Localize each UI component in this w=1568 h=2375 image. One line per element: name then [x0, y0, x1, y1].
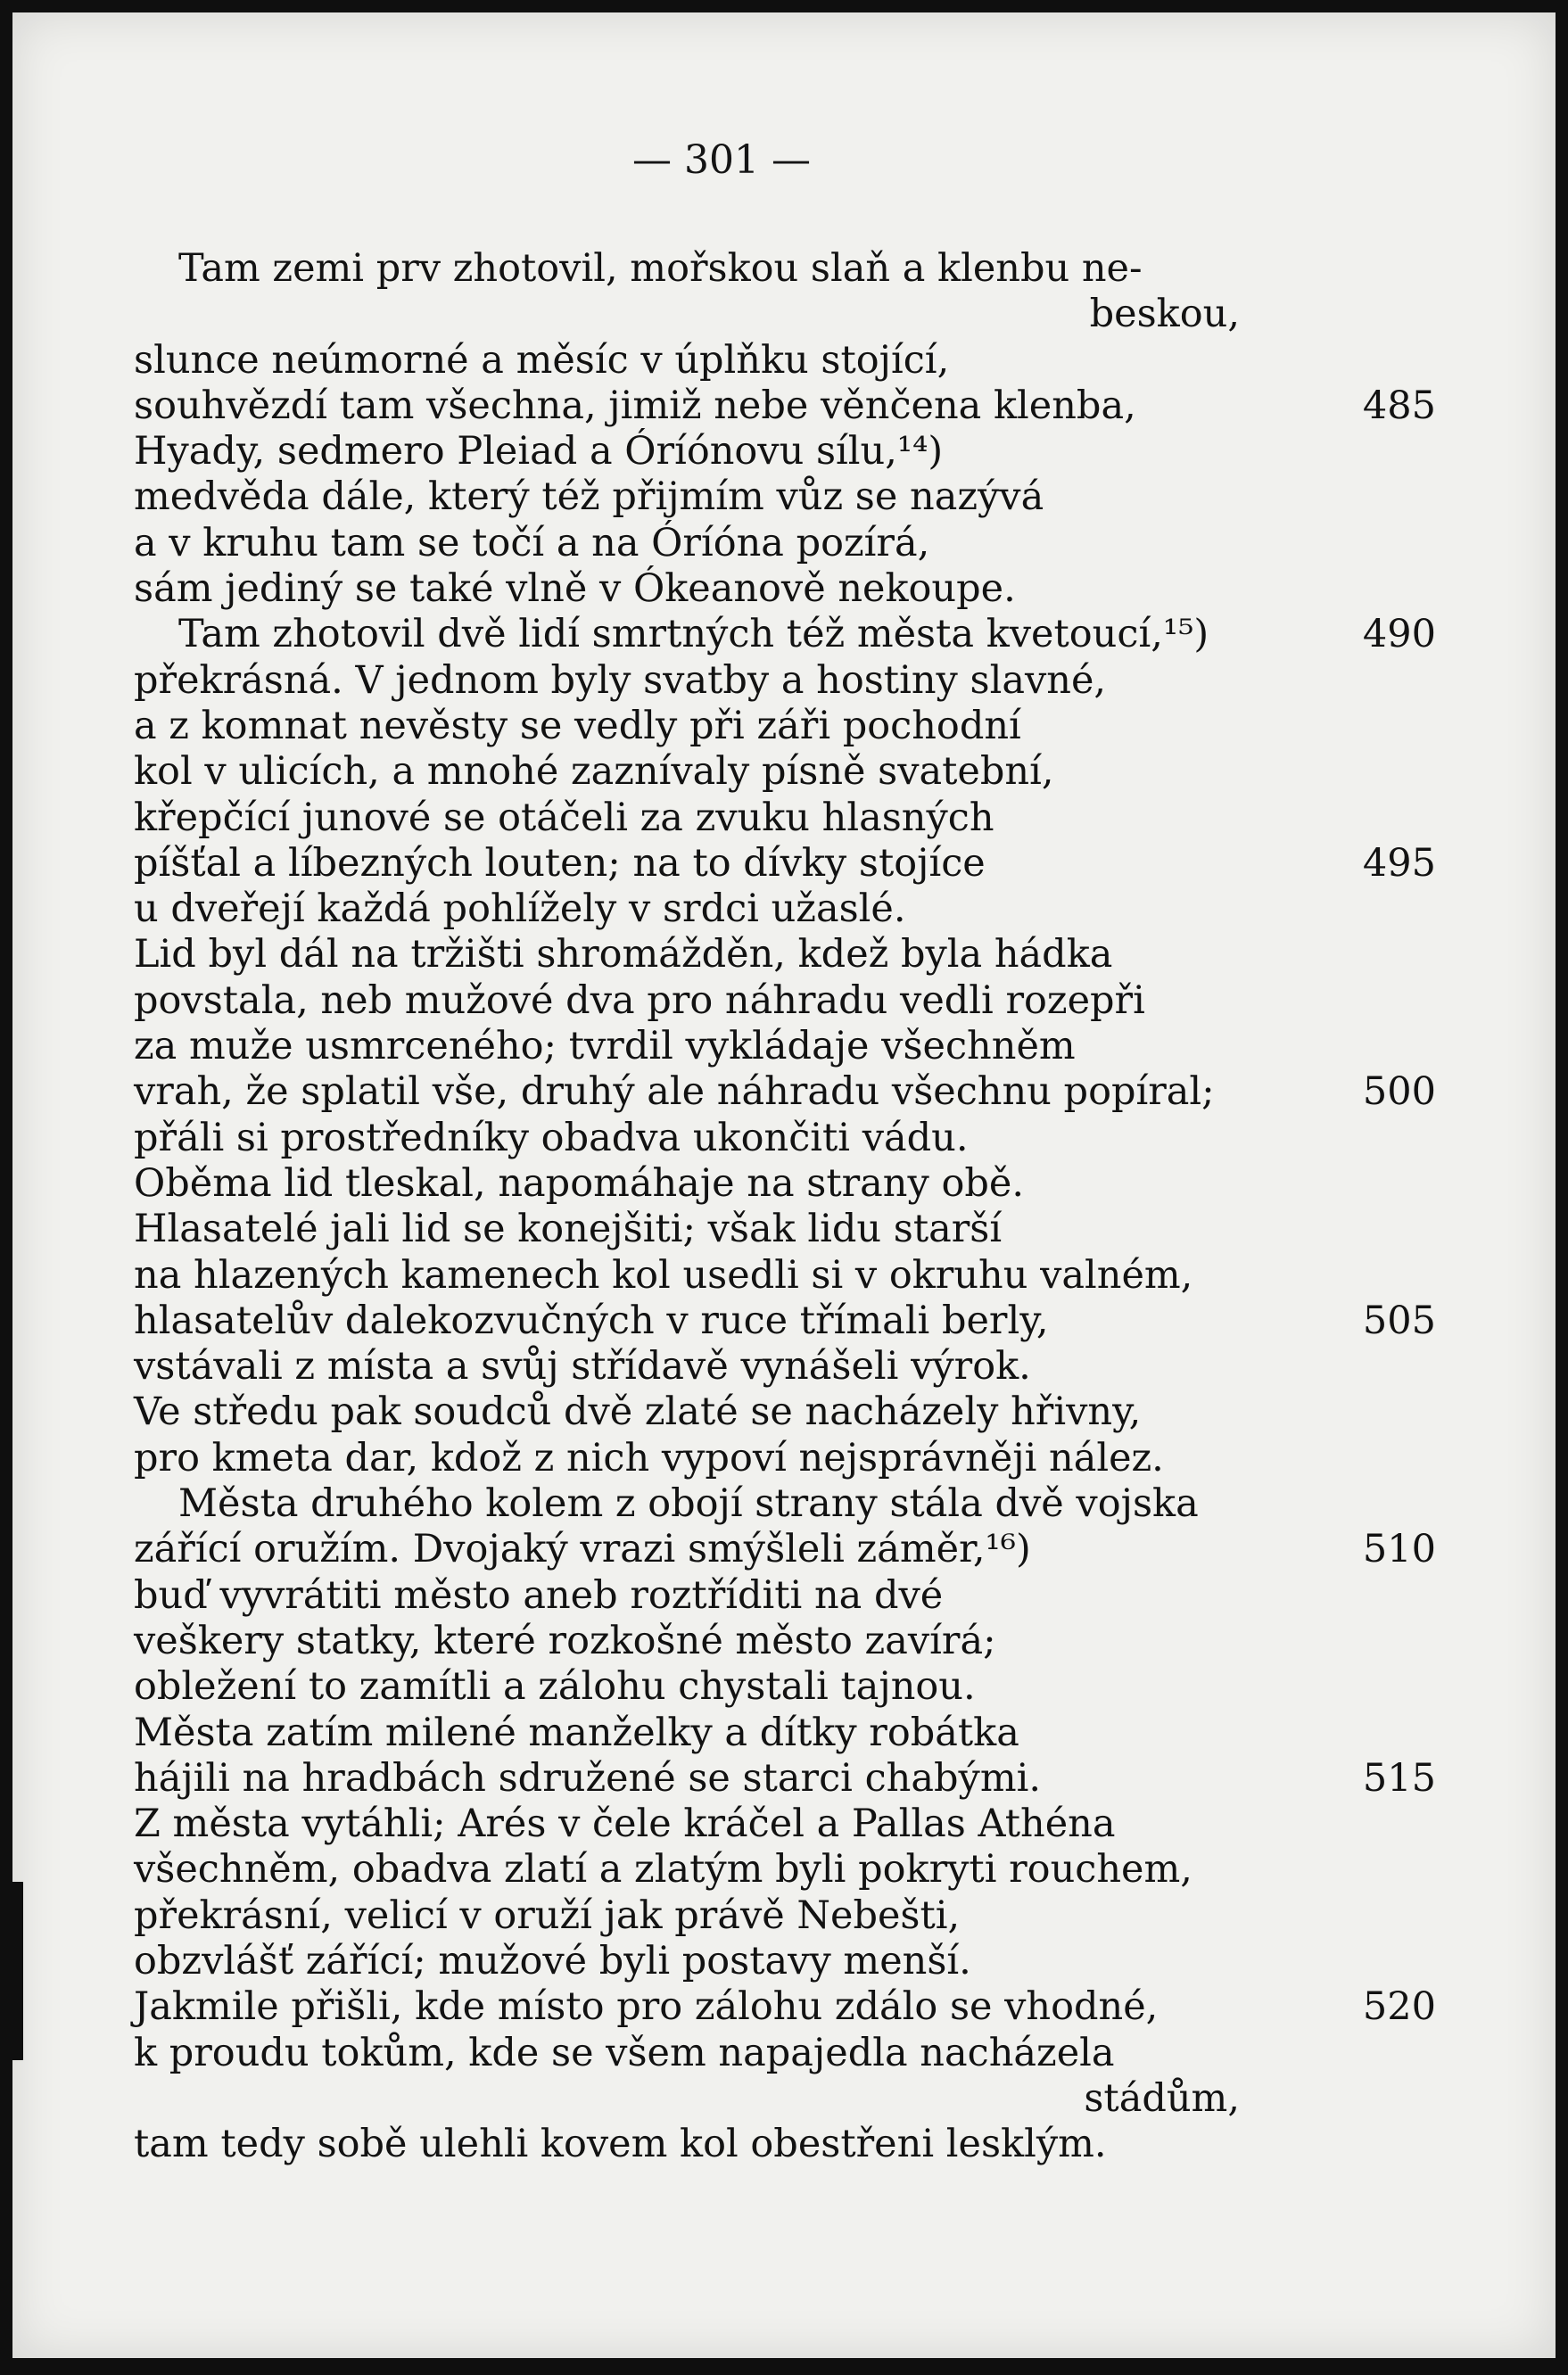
verse-text: povstala, neb mužové dva pro náhradu vedli rozepři: [134, 977, 1145, 1023]
verse-line: [134, 521, 1240, 566]
verse-line: [134, 1711, 1240, 1756]
verse-line: [134, 1161, 1240, 1207]
verse-text: stádům,: [1084, 2075, 1240, 2121]
verse-line: [134, 1939, 1240, 1984]
verse-text: překrásní, velicí v oruží jak právě Nebešti,: [134, 1893, 961, 1938]
verse-text: Oběma lid tleskal, napomáhaje na strany obě.: [134, 1160, 1024, 1206]
verse-text: pro kmeta dar, kdož z nich vypoví nejsprávněji nález.: [134, 1435, 1164, 1480]
verse-block: [134, 246, 1436, 2167]
page-number: — 301 —: [632, 137, 811, 183]
verse-line: [134, 474, 1240, 520]
verse-line: [134, 1390, 1240, 1435]
verse-line: [134, 1253, 1240, 1299]
verse-line: [134, 796, 1240, 841]
verse-line: [134, 246, 1240, 292]
verse-text: Jakmile přišli, kde místo pro zálohu zdálo se vhodné,: [134, 1984, 1159, 2030]
verse-line: [134, 1298, 1436, 1344]
verse-text: Hyady, sedmero Pleiad a Óríónovu sílu,¹⁴): [134, 429, 944, 474]
verse-line: [134, 1573, 1240, 1619]
verse-text: beskou,: [1089, 292, 1240, 337]
verse-text: tam tedy sobě ulehli kovem kol obestřeni lesklým.: [134, 2122, 1107, 2167]
verse-text: veškery statky, které rozkošné město zavírá;: [134, 1618, 996, 1663]
verse-line: [134, 887, 1240, 932]
verse-text: překrásná. V jednom byly svatby a hostiny slavné,: [134, 657, 1107, 703]
verse-text: vstávali z místa a svůj střídavě vynášeli výrok.: [134, 1344, 1031, 1390]
verse-text: všechněm, obadva zlatí a zlatým byli pokryti rouchem,: [134, 1847, 1193, 1893]
verse-text: medvěda dále, který též přijmím vůz se nazývá: [134, 474, 1044, 520]
verse-text: hájili na hradbách sdružené se starci chabými.: [134, 1755, 1042, 1801]
verse-text: píšťal a líbezných louten; na to dívky stojíce: [134, 840, 986, 886]
verse-text: na hlazených kamenech kol usedli si v okruhu valném,: [134, 1252, 1193, 1298]
line-number: 520: [1362, 1984, 1436, 2030]
scan-edge-mark: [0, 1882, 23, 2060]
verse-line: [134, 2122, 1240, 2167]
line-number: 500: [1362, 1069, 1436, 1115]
verse-text: Z města vytáhli; Arés v čele kráčel a Pallas Athéna: [134, 1802, 1116, 1847]
verse-line: [134, 932, 1240, 977]
verse-line: [134, 1619, 1240, 1664]
verse-text: a v kruhu tam se točí a na Óríóna pozírá,: [134, 520, 930, 565]
verse-text: Ve středu pak soudců dvě zlaté se nacházely hřivny,: [134, 1390, 1142, 1435]
verse-line: [134, 2031, 1240, 2076]
verse-line: [134, 429, 1240, 474]
verse-line: [134, 1802, 1240, 1847]
verse-line: [134, 1984, 1436, 2030]
verse-line: [134, 1481, 1240, 1527]
verse-line: [134, 1344, 1240, 1390]
line-number: 510: [1362, 1527, 1436, 1572]
line-number: 505: [1362, 1298, 1436, 1343]
verse-text: k proudu tokům, kde se všem napajedla nacházela: [134, 2030, 1115, 2075]
verse-line: [134, 978, 1240, 1024]
verse-line: [134, 1024, 1240, 1069]
verse-text: zářící oružím. Dvojaký vrazi smýšleli záměr,¹⁶): [134, 1527, 1031, 1572]
verse-text: Tam zemi prv zhotovil, mořskou slaň a klenbu ne-: [178, 246, 1143, 291]
verse-line: [134, 612, 1436, 657]
line-number: 485: [1362, 383, 1436, 428]
verse-line: [134, 840, 1436, 887]
verse-text: Města druhého kolem z obojí strany stála dvě vojska: [178, 1481, 1199, 1527]
verse-text: Lid byl dál na tržišti shromážděn, kdež byla hádka: [134, 932, 1113, 977]
verse-text: u dveřejí každá pohlížely v srdci užaslé.: [134, 887, 906, 932]
verse-line: [134, 1069, 1436, 1115]
verse-text: obzvlášť zářící; mužové byli postavy menší.: [134, 1938, 971, 1983]
verse-line: [134, 383, 1436, 429]
verse-text: obležení to zamítli a zálohu chystali tajnou.: [134, 1664, 976, 1710]
verse-line: [134, 704, 1240, 749]
verse-line: [134, 1116, 1240, 1161]
verse-line: [134, 1893, 1240, 1939]
line-number: 515: [1362, 1755, 1436, 1801]
verse-line: [134, 1664, 1240, 1710]
line-number: 490: [1362, 612, 1436, 657]
verse-line: [134, 292, 1240, 337]
verse-text: křepčící junové se otáčeli za zvuku hlasných: [134, 795, 994, 840]
verse-text: vrah, že splatil vše, druhý ale náhradu všechnu popíral;: [134, 1069, 1215, 1115]
verse-line: [134, 749, 1240, 795]
verse-text: Hlasatelé jali lid se konejšiti; však lidu starší: [134, 1207, 1003, 1252]
verse-text: slunce neúmorné a měsíc v úplňku stojící,: [134, 337, 950, 383]
verse-line: [134, 1527, 1436, 1572]
verse-text: buď vyvrátiti město aneb roztříditi na dvé: [134, 1572, 944, 1618]
line-number: 495: [1362, 840, 1436, 886]
verse-text: Města zatím milené manželky a dítky robátka: [134, 1710, 1019, 1755]
verse-line: [134, 1847, 1240, 1893]
verse-text: za muže usmrceného; tvrdil vykládaje všechněm: [134, 1024, 1076, 1069]
verse-line: [134, 566, 1240, 612]
verse-line: [134, 658, 1240, 704]
verse-text: a z komnat nevěsty se vedly při záři pochodní: [134, 703, 1021, 748]
verse-text: kol v ulicích, a mnohé zaznívaly písně svatební,: [134, 749, 1054, 795]
verse-text: souhvězdí tam všechna, jimiž nebe věnčena klenba,: [134, 383, 1136, 428]
verse-text: přáli si prostředníky obadva ukončiti vádu.: [134, 1115, 969, 1160]
verse-line: [134, 338, 1240, 383]
book-page: [12, 12, 1556, 2358]
verse-line: [134, 1755, 1436, 1802]
verse-text: hlasatelův dalekozvučných v ruce třímali berly,: [134, 1298, 1049, 1343]
verse-line: [134, 1436, 1240, 1481]
verse-line: [134, 2076, 1240, 2122]
verse-text: Tam zhotovil dvě lidí smrtných též města kvetoucí,¹⁵): [178, 612, 1209, 657]
verse-line: [134, 1207, 1240, 1252]
verse-text: sám jediný se také vlně v Ókeanově nekoupe.: [134, 566, 1016, 612]
